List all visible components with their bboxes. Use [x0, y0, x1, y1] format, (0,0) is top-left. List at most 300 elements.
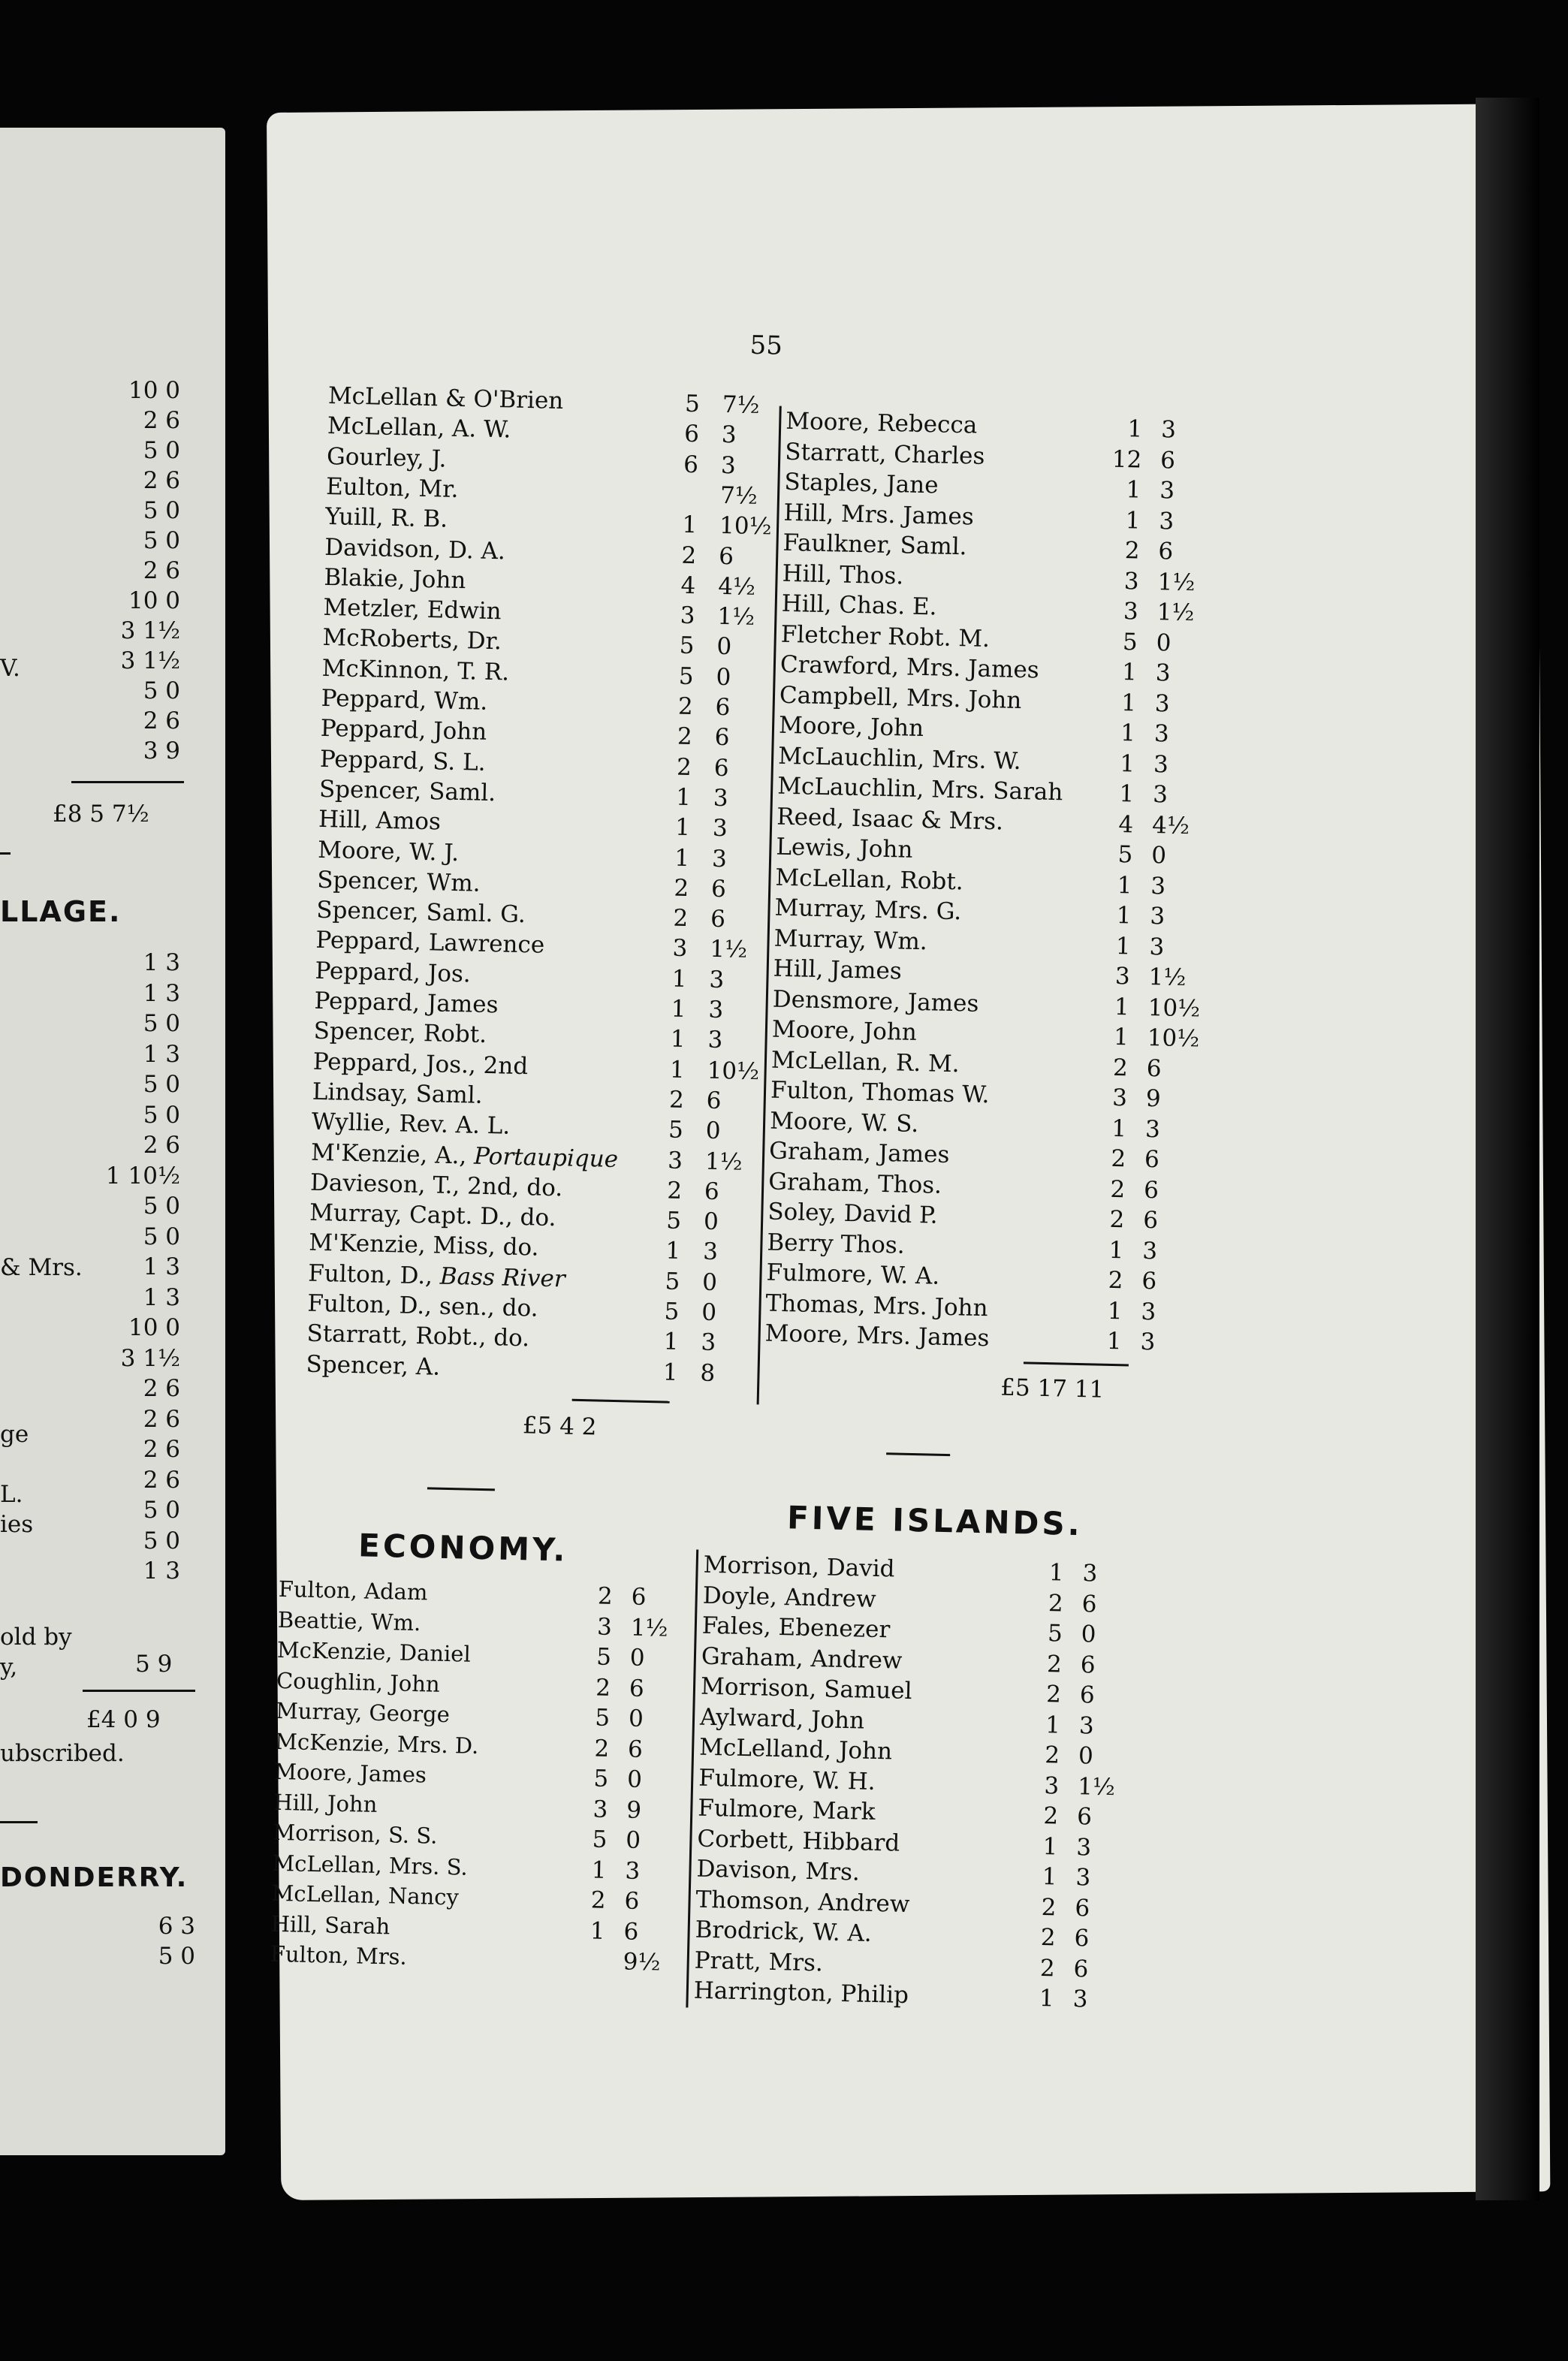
five-islands-row-pence: 3 [1078, 1711, 1095, 1740]
col2-row-pence: 3 [1160, 416, 1177, 444]
subscriber-name: McLellan, Nancy [271, 1880, 460, 1910]
economy-row-name [271, 1878, 459, 1913]
left-amount: 1 3 [143, 1040, 180, 1068]
subscriber-name: Moore, Mrs. James [764, 1319, 990, 1352]
five-islands-row-name [700, 1702, 865, 1735]
subscriber-name: McKinnon, T. R. [321, 654, 510, 686]
col2-row-shillings: 5 [1122, 628, 1138, 656]
col1-row-pence: 3 [702, 1238, 719, 1266]
col1-row-pence: 3 [713, 784, 729, 813]
col2-row-pence: 10½ [1147, 994, 1201, 1023]
col1-row-pence: 6 [713, 754, 729, 782]
five-islands-row-name [697, 1823, 900, 1858]
economy-row-name [275, 1726, 479, 1760]
subscriber-name: Moore, John [778, 711, 924, 743]
col2-row-pence: 1½ [1156, 599, 1195, 627]
col1-row-pence: 4½ [717, 572, 756, 601]
left-amount: 2 6 [143, 1375, 180, 1402]
subscriber-name: Moore, Rebecca [785, 407, 978, 439]
subscriber-name: Lindsay, Saml. [312, 1078, 483, 1109]
left-fragment-ies: ies [0, 1511, 34, 1538]
five-islands-row-pence: 6 [1079, 1681, 1096, 1709]
five-islands-row-pence: 3 [1075, 1864, 1091, 1892]
five-islands-row-name [693, 1976, 909, 2010]
five-islands-dash [886, 1452, 950, 1456]
col2-row-name [769, 1136, 950, 1170]
subscriber-name: Fulton, D., sen., do. [307, 1289, 538, 1322]
col1-row-shillings: 5 [665, 1207, 682, 1235]
economy-row-name [276, 1696, 451, 1729]
five-islands-row-name [696, 1854, 860, 1888]
subscriber-name: McRoberts, Dr. [322, 624, 502, 656]
col1-row-name [312, 1077, 483, 1111]
left-amount: 6 3 [158, 1913, 195, 1940]
economy-row-name [274, 1756, 427, 1790]
subscriber-name: Murray, Mrs. G. [774, 894, 962, 926]
economy-row-name [278, 1574, 427, 1607]
left-total: £8 5 7½ [53, 801, 149, 828]
subscriber-name: Pratt, Mrs. [694, 1946, 824, 1977]
col1-row-name [306, 1349, 440, 1382]
subscriber-name: Moore, John [771, 1015, 918, 1046]
economy-row-name [276, 1665, 441, 1699]
subscriber-name: Hill, Amos [318, 806, 442, 836]
col1-row-shillings: 1 [674, 844, 690, 872]
subscriber-name: Harrington, Philip [693, 1977, 909, 2010]
economy-heading: ECONOMY. [357, 1527, 568, 1569]
col2-row-pence: 3 [1149, 933, 1165, 960]
subscriber-name: Berry Thos. [767, 1229, 906, 1259]
subscriber-name: Peppard, Jos. [315, 957, 472, 988]
col1-row-pence: 0 [716, 633, 732, 661]
five-islands-row-shillings: 3 [1044, 1772, 1060, 1800]
subscriber-name: Coughlin, John [276, 1667, 441, 1697]
col2-row-pence: 6 [1158, 538, 1174, 565]
left-old-by-amount: 5 9 [135, 1651, 173, 1678]
col1-row-pence: 0 [701, 1298, 717, 1327]
economy-row-pence: 6 [624, 1887, 640, 1915]
col1-row-shillings: 1 [670, 1025, 686, 1054]
subscriber-name: Hill, John [273, 1789, 378, 1817]
subscriber-name: Lewis, John [776, 833, 913, 864]
col1-row-pence: 3 [711, 845, 728, 873]
col2-row-pence: 6 [1146, 1054, 1162, 1082]
col1-row-pence: 1½ [716, 602, 755, 632]
col2-row-shillings: 1 [1107, 1297, 1123, 1325]
left-subscribed: ubscribed. [0, 1740, 125, 1767]
col1-row-pence: 3 [720, 451, 737, 479]
left-amount: 2 6 [143, 407, 180, 434]
col2-row-name [768, 1166, 942, 1200]
subscriber-name: Thomas, Mrs. John [765, 1289, 989, 1322]
col2-row-shillings: 1 [1111, 1114, 1127, 1142]
col1-row-pence: 10½ [719, 512, 773, 541]
subscriber-name: Davison, Mrs. [696, 1855, 861, 1886]
col2-row-shillings: 1 [1114, 993, 1130, 1021]
col2-row-pence: 9 [1145, 1084, 1162, 1113]
subscriber-name: Murray, Capt. D., do. [309, 1199, 556, 1232]
subscriber-name: Hill, Sarah [270, 1910, 390, 1939]
col2-row-shillings: 2 [1108, 1266, 1123, 1295]
economy-row-pence: 9½ [623, 1948, 661, 1977]
economy-row-name [273, 1787, 378, 1819]
col1-row-name [314, 986, 499, 1021]
subscriber-name: Starratt, Charles [784, 438, 985, 470]
col2-row-shillings: 1 [1108, 1236, 1124, 1264]
subscriber-name: Peppard, James [314, 987, 499, 1019]
economy-row-shillings: 3 [596, 1613, 613, 1641]
five-islands-row-pence: 0 [1078, 1742, 1094, 1770]
subscriber-name: Fulmore, W. A. [766, 1259, 940, 1290]
five-islands-row-shillings: 2 [1039, 1954, 1056, 1982]
col2-row-shillings: 1 [1119, 749, 1135, 777]
col2-row-name [772, 984, 978, 1018]
col1-row-name [319, 774, 496, 808]
col2-row-pence: 3 [1150, 872, 1166, 900]
subscriber-name: Graham, James [768, 1137, 950, 1169]
subscriber-name: Davidson, D. A. [324, 533, 506, 565]
five-islands-row-pence: 6 [1081, 1590, 1097, 1618]
subscriber-name: Peppard, John [320, 715, 487, 746]
five-islands-row-pence: 6 [1073, 1955, 1089, 1983]
subscriber-name: Morrison, Samuel [700, 1672, 912, 1705]
five-islands-row-name [695, 1915, 872, 1949]
col1-row-shillings: 3 [667, 1147, 683, 1174]
col2-row-name [766, 1258, 940, 1292]
economy-row-pence: 6 [627, 1735, 644, 1763]
col2-row-name [785, 436, 985, 471]
col1-row-shillings: 2 [677, 692, 694, 721]
col1-row-shillings: 1 [663, 1328, 679, 1356]
col2-row-name [764, 1319, 990, 1354]
left-amount: 5 0 [158, 1943, 195, 1970]
subscriber-name: Eulton, Mr. [325, 472, 459, 503]
subscriber-name: Hill, James [773, 954, 903, 985]
col2-row-pence: 3 [1155, 659, 1171, 687]
col1-row-shillings: 5 [668, 1116, 684, 1144]
col1-row-pence: 6 [710, 875, 727, 903]
subscriber-name: Fulton, Mrs. [270, 1940, 408, 1970]
subscriber-name: M'Kenzie, Miss, do. [308, 1229, 539, 1262]
left-amount: 2 6 [143, 557, 180, 584]
col1-row-shillings: 2 [676, 753, 692, 781]
left-amount: 5 0 [143, 497, 180, 524]
col1-total-rule [572, 1399, 670, 1404]
subscriber-name: Hill, Thos. [782, 559, 904, 589]
left-amount: 5 0 [143, 1527, 180, 1554]
col1-row-shillings: 6 [683, 451, 699, 478]
col2-row-shillings: 1 [1125, 506, 1141, 535]
left-amount: 1 3 [143, 1557, 180, 1585]
subscriber-name: Thomson, Andrew [695, 1886, 910, 1918]
col2-row-pence: 0 [1150, 842, 1167, 870]
col2-row-name [786, 406, 978, 441]
col2-row-name [776, 801, 1004, 837]
five-islands-row-shillings: 1 [1048, 1559, 1065, 1587]
page-number: 55 [749, 330, 783, 361]
col1-row-shillings: 1 [671, 965, 687, 993]
col2-row-name [765, 1288, 988, 1323]
col1-row-pence: 0 [701, 1268, 718, 1296]
subscriber-name: Graham, Andrew [701, 1642, 903, 1675]
col2-row-name [782, 528, 967, 562]
village-heading: LLAGE. [0, 895, 122, 928]
col1-total: £5 4 2 [522, 1412, 597, 1441]
col2-row-pence: 3 [1153, 750, 1169, 778]
col2-row-shillings: 2 [1109, 1205, 1125, 1234]
subscriber-name: Campbell, Mrs. John [779, 681, 1022, 714]
five-islands-row-pence: 6 [1080, 1651, 1096, 1679]
economy-row-pence: 0 [628, 1705, 644, 1732]
col2-row-name [770, 1075, 990, 1111]
subscriber-name: Fulton, Adam [278, 1576, 428, 1606]
col2-row-name [771, 1045, 960, 1079]
subscriber-name: McLauchlin, Mrs. W. [777, 742, 1021, 775]
left-amount: 5 0 [143, 1010, 180, 1037]
subscriber-name: Moore, James [273, 1758, 427, 1788]
col2-row-pence: 3 [1141, 1298, 1156, 1325]
economy-row-pence: 9 [626, 1796, 642, 1824]
five-islands-row-shillings: 2 [1045, 1681, 1062, 1708]
col2-row-shillings: 2 [1124, 537, 1140, 565]
col1-row-name [327, 411, 511, 445]
col2-row-shillings: 1 [1121, 659, 1138, 686]
economy-row-pence: 6 [623, 1917, 639, 1946]
col2-row-pence: 3 [1153, 720, 1170, 748]
col2-row-pence: 3 [1140, 1328, 1156, 1356]
five-islands-row-name [702, 1580, 876, 1614]
col2-row-name [773, 923, 927, 957]
col2-row-shillings: 5 [1117, 840, 1133, 869]
left-amount: 5 0 [143, 527, 180, 554]
economy-row-pence: 1½ [630, 1614, 669, 1642]
economy-row-shillings: 1 [591, 1856, 607, 1884]
five-islands-row-name [701, 1672, 912, 1706]
col1-row-shillings: 2 [673, 904, 689, 933]
col2-row-pence: 6 [1143, 1176, 1159, 1204]
col2-row-shillings: 1 [1119, 780, 1135, 808]
col1-row-shillings: 2 [666, 1177, 683, 1205]
economy-row-pence: 0 [629, 1644, 646, 1672]
subscriber-name: Fletcher Robt. M. [780, 620, 991, 653]
five-islands-row-name [701, 1611, 890, 1645]
subscriber-name: Fales, Ebenezer [701, 1612, 891, 1644]
subscriber-name: Murray, Wm. [773, 924, 928, 955]
economy-row-shillings: 3 [593, 1795, 608, 1823]
col2-row-pence: 3 [1141, 1237, 1158, 1265]
col2-row-name [784, 467, 939, 501]
left-total2: £4 0 9 [86, 1706, 161, 1733]
col2-row-name [781, 589, 937, 623]
col2-row-pence: 6 [1144, 1145, 1160, 1174]
col2-row-shillings: 3 [1114, 962, 1131, 991]
economy-row-name [277, 1635, 472, 1669]
five-islands-row-pence: 3 [1075, 1833, 1092, 1862]
economy-row-pence: 0 [625, 1826, 641, 1854]
subscriber-name: Aylward, John [699, 1703, 865, 1735]
left-amount: 3 1½ [120, 1344, 180, 1372]
left-amount: 2 6 [143, 707, 180, 734]
col2-row-pence: 3 [1159, 507, 1174, 535]
five-islands-row-name [694, 1945, 823, 1978]
left-amount: 2 6 [143, 467, 180, 494]
col2-row-shillings: 1 [1116, 901, 1132, 930]
col1-row-shillings: 2 [677, 722, 693, 751]
col1-row-shillings: 1 [665, 1237, 681, 1265]
subscriber-name: Corbett, Hibbard [697, 1825, 900, 1857]
col1-row-name [327, 381, 563, 416]
col2-row-name [780, 650, 1040, 686]
col1-row-shillings: 5 [664, 1298, 680, 1325]
col1-row-name [309, 1198, 556, 1233]
subscriber-name: Crawford, Mrs. James [779, 650, 1040, 684]
left-amount: 1 10½ [105, 1162, 180, 1190]
left-name-fragment: V. [0, 655, 20, 682]
col1-row-pence: 3 [709, 966, 725, 994]
subscriber-name: Metzler, Edwin [323, 594, 502, 626]
subscriber-name: Densmore, James [772, 985, 979, 1018]
subscriber-name: Peppard, S. L. [319, 745, 486, 776]
left-amount: 10 0 [128, 587, 180, 614]
five-islands-row-shillings: 2 [1043, 1802, 1059, 1830]
subscriber-name: Peppard, Lawrence [315, 927, 545, 960]
col1-row-name [316, 895, 526, 930]
five-islands-row-name [701, 1641, 903, 1675]
economy-dash [427, 1487, 495, 1491]
subscriber-name: M'Kenzie, A., [310, 1138, 475, 1170]
col1-row-shillings: 1 [669, 1056, 686, 1084]
five-islands-row-name [695, 1884, 910, 1919]
col1-row-name [320, 743, 486, 777]
col2-row-shillings: 1 [1126, 476, 1141, 504]
economy-row-pence: 3 [625, 1856, 641, 1885]
col1-row-pence: 6 [710, 905, 726, 933]
subscriber-name: McLellan, R. M. [770, 1046, 960, 1078]
col2-row-shillings: 3 [1123, 567, 1140, 596]
col1-row-name [326, 472, 459, 505]
col2-row-shillings: 2 [1110, 1175, 1126, 1203]
subscriber-name: Spencer, Wm. [316, 866, 481, 897]
economy-row-name [273, 1817, 438, 1851]
five-islands-row-pence: 1½ [1077, 1772, 1116, 1801]
col2-row-name [782, 558, 903, 591]
five-islands-row-name [699, 1732, 893, 1767]
five-islands-row-name [698, 1793, 876, 1827]
subscriber-name: Peppard, Jos., 2nd [312, 1048, 529, 1080]
col1-row-pence: 0 [703, 1208, 719, 1236]
col2-row-name [779, 710, 924, 743]
col1-row-name [321, 653, 509, 688]
col2-row-name [783, 497, 974, 532]
col2-row-pence: 3 [1150, 902, 1165, 930]
subscriber-name: Morrison, David [703, 1551, 895, 1583]
col2-row-name [778, 740, 1021, 776]
col1-row-name [325, 502, 448, 535]
col1-row-shillings: 3 [672, 934, 688, 963]
col2-row-shillings: 3 [1111, 1084, 1128, 1112]
subscriber-name: McLellan & O'Brien [327, 381, 564, 415]
col2-row-pence: 6 [1159, 446, 1176, 475]
left-amount: 3 9 [143, 737, 180, 764]
col2-row-shillings: 4 [1118, 810, 1134, 838]
col2-row-shillings: 3 [1123, 598, 1139, 626]
left-amount: 10 0 [128, 1314, 180, 1341]
economy-row-shillings: 2 [594, 1734, 610, 1762]
left-amount: 1 3 [143, 1283, 180, 1311]
economy-row-pence: 6 [631, 1583, 647, 1611]
col1-row-shillings: 1 [662, 1358, 678, 1386]
subscriber-name: Fulmore, W. H. [698, 1764, 876, 1796]
left-amount: 1 3 [143, 949, 180, 976]
col1-row-name [322, 623, 502, 656]
left-old-by: old by [0, 1624, 72, 1651]
col2-row-name [775, 862, 963, 897]
subscriber-name: Faulkner, Saml. [782, 529, 967, 561]
col1-row-shillings: 5 [678, 662, 694, 690]
col2-row-shillings: 1 [1106, 1327, 1123, 1355]
londonderry-heading: DONDERRY. [0, 1862, 188, 1893]
subscriber-name: Staples, Jane [784, 468, 939, 499]
economy-row-shillings: 2 [595, 1674, 611, 1702]
subscriber-name: McLelland, John [698, 1733, 893, 1765]
left-amount: 5 0 [143, 1071, 180, 1098]
economy-row-shillings: 5 [592, 1826, 608, 1853]
left-amount: 2 6 [143, 1405, 180, 1433]
economy-row-shillings: 5 [593, 1765, 609, 1793]
col2-row-shillings: 1 [1113, 1023, 1129, 1051]
place-name: Bass River [439, 1262, 566, 1293]
left-mrs-fragment: & Mrs. [0, 1254, 83, 1281]
left-amount: 3 1½ [120, 647, 180, 674]
subscriber-name: Fulton, Thomas W. [770, 1076, 990, 1109]
subscriber-name: Hill, Chas. E. [781, 589, 937, 621]
five-islands-row-shillings: 1 [1042, 1863, 1057, 1891]
subscriber-name: Blakie, John [324, 563, 466, 594]
col2-row-pence: 4½ [1151, 811, 1190, 840]
five-islands-row-pence: 3 [1072, 1986, 1088, 2013]
five-islands-row-pence: 6 [1074, 1925, 1090, 1952]
col1-row-name [318, 804, 442, 837]
col2-row-pence: 3 [1154, 689, 1171, 718]
subscriber-name: Spencer, A. [306, 1350, 441, 1381]
col1-row-shillings: 1 [674, 813, 691, 842]
five-islands-row-name [703, 1550, 895, 1585]
subscriber-name: Soley, David P. [767, 1198, 938, 1229]
subscriber-name: McKenzie, Daniel [276, 1636, 472, 1667]
col1-row-shillings: 2 [668, 1086, 685, 1114]
subscriber-name: Gourley, J. [326, 442, 447, 473]
col1-row-pence: 8 [700, 1359, 716, 1387]
col1-row-pence: 6 [704, 1177, 720, 1205]
col2-row-shillings: 2 [1111, 1144, 1126, 1173]
five-islands-row-shillings: 2 [1044, 1741, 1060, 1769]
subscriber-name: Fulton, D., [308, 1259, 441, 1290]
economy-row-shillings: 5 [594, 1704, 611, 1732]
col2-row-name [780, 619, 990, 653]
col2-total-rule [1024, 1361, 1129, 1366]
col2-row-shillings: 1 [1127, 415, 1143, 443]
left-amount: 5 0 [143, 1497, 180, 1524]
col2-row-pence: 6 [1142, 1206, 1159, 1235]
col2-row-pence: 1½ [1148, 963, 1187, 992]
col1-row-shillings: 3 [680, 602, 695, 630]
col1-row-name [317, 865, 481, 899]
left-amount: 5 0 [143, 677, 180, 704]
col1-row-name [309, 1228, 539, 1263]
col2-row-shillings: 12 [1111, 445, 1142, 474]
col2-row-shillings: 1 [1120, 719, 1136, 747]
economy-row-shillings: 2 [590, 1886, 606, 1914]
